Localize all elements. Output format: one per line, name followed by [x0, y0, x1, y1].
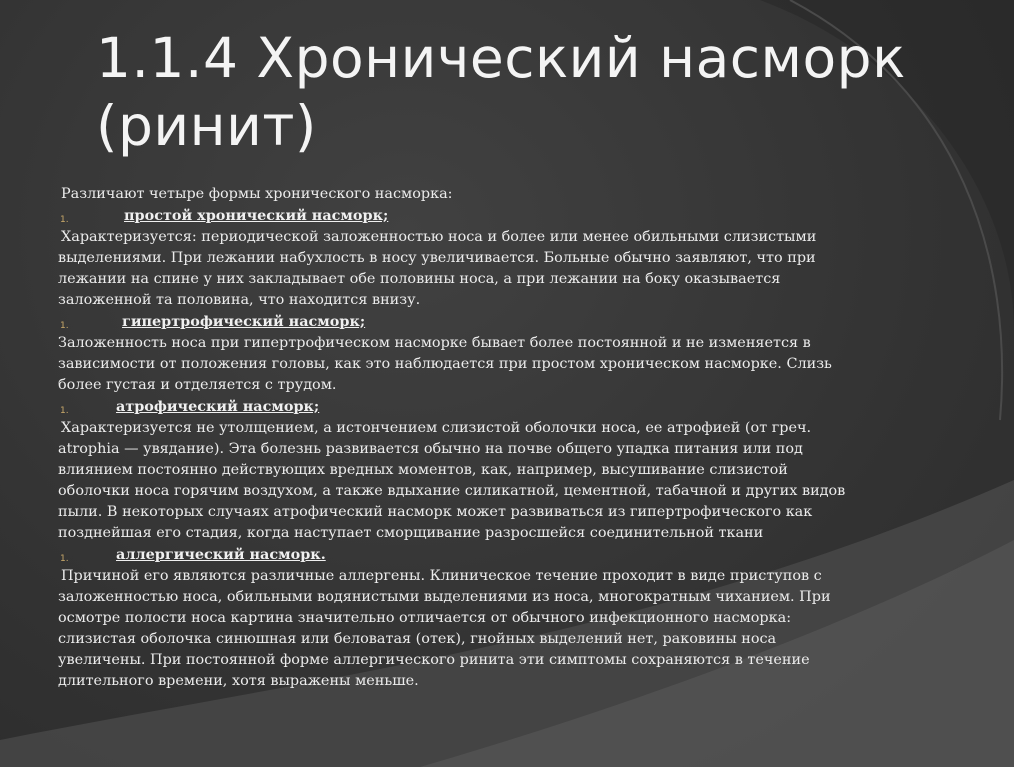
section-heading-row — [58, 311, 858, 333]
section-heading-atrophic: атрофический насморк; — [116, 398, 320, 415]
intro-text: Различают четыре формы хронического насморка: — [61, 186, 453, 202]
list-number: 1. — [60, 321, 69, 331]
list-number: 1. — [60, 554, 69, 564]
section-heading-simple: простой хронический насморк; — [124, 207, 389, 224]
section-text-simple: Характеризуется: периодической заложенностью носа и более или менее обильными слизистыми выделениями. При лежании набухлость в носу увеличивается. Больные обычно заявляют, что при лежании на спине у них закладывает обе половины носа, а при лежании на боку оказывается заложенной та половина, что находится внизу. — [58, 229, 817, 308]
slide-body — [58, 184, 858, 692]
section-text-atrophic: Характеризуется не утолщением, а истончением слизистой оболочки носа, ее атрофией (от греч. atrophia — увядание). Эта болезнь развивается обычно на почве общего упадка питания или под влиянием постоянно действующих вредных моментов, как, например, высушивание слизистой оболочки носа горячим воздухом, а также вдыхание силикатной, цементной, табачной и других видов пыли. В некоторых случаях атрофический насморк может развиваться из гипертрофического как позднейшая его стадия, когда наступает сморщивание разросшейся соединительной ткани — [58, 420, 846, 541]
list-number: 1. — [60, 406, 69, 416]
section-text-hypertrophic: Заложенность носа при гипертрофическом насморке бывает более постоянной и не изменяется в зависимости от положения головы, как это наблюдается при простом хроническом насморке. Слизь более густая и отделяется с трудом. — [58, 335, 832, 393]
section-heading-hypertrophic: гипертрофический насморк; — [122, 313, 366, 330]
slide-title: 1.1.4 Хронический насморк (ринит) — [96, 26, 906, 158]
list-number: 1. — [60, 215, 69, 225]
section-heading-row — [58, 396, 858, 418]
section-heading-row — [58, 544, 858, 566]
section-heading-allergic: аллергический насморк. — [116, 546, 326, 563]
section-text-allergic: Причиной его являются различные аллергены. Клиническое течение проходит в виде приступов с заложенностью носа, обильными водянистыми выделениями из носа, многократным чиханием. При осмотре полости носа картина значительно отличается от обычного инфекционного насморка: слизистая оболочка синюшная или беловатая (отек), гнойных выделений нет, раковины носа увеличены. При постоянной форме аллергического ринита эти симптомы сохраняются в течение длительного времени, хотя выражены меньше. — [58, 568, 831, 689]
section-heading-row — [58, 205, 858, 227]
